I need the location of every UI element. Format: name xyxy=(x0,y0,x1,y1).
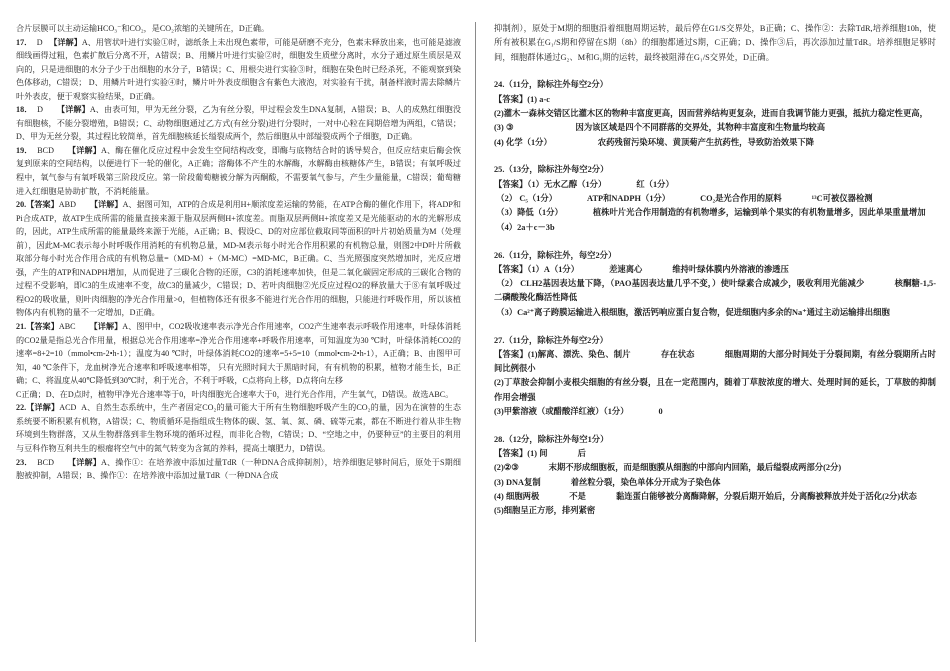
question-number: 18． xyxy=(16,105,33,115)
answer-line-28-4 xyxy=(494,490,936,504)
answer-line-28-2 xyxy=(494,461,936,475)
answer-block-23 xyxy=(16,456,461,483)
question-number: 20. xyxy=(16,200,27,210)
answer-value: D xyxy=(37,105,43,115)
explanation-label: 【详解】 xyxy=(89,200,123,210)
answer-value: ABC xyxy=(58,322,76,332)
answer-value: (4) 细胞两极 xyxy=(494,492,540,502)
answer-value: （1）无水乙醇（1分） xyxy=(527,179,607,189)
answer-line-27-2 xyxy=(494,376,936,405)
answer-value: ABD xyxy=(58,200,76,210)
answer-value: （2） CLH2基因表达量下降，（PAO基因表达量几乎不变，）使叶绿素合成减少，吸收利用光能减少 xyxy=(496,279,865,289)
answer-line-24-4 xyxy=(494,136,936,150)
two-column-layout xyxy=(0,22,950,662)
text-run: 合片层膜可以主动运输HCO₃⁻和CO₂，是CO₂浓缩的关键所在，D正确。 xyxy=(16,24,270,33)
answer-detail: 因为该区域是四个不同群落的交界处，其物种丰富度和生物量均较高 xyxy=(575,123,826,133)
question-number: 19． xyxy=(16,145,33,155)
answer-detail: 差速离心 xyxy=(609,264,643,274)
answer-value: (2)丁草胺会抑制小麦根尖细胞的有丝分裂，且在一定范围内，随着丁草胺浓度的增大、处理时间的延长，丁草胺的抑制作用会增强 xyxy=(494,378,936,402)
question-heading-27: 27.（11分，除标注外每空2分） xyxy=(494,335,608,345)
answer-line-24-3 xyxy=(494,121,936,135)
answer-detail: 着丝粒分裂，染色单体分开成为子染色体 xyxy=(570,477,721,487)
answer-detail: 后 xyxy=(577,449,586,459)
paragraph-continuation-16 xyxy=(16,22,461,36)
answer-line-24-1 xyxy=(494,93,936,107)
question-number: 17． xyxy=(16,37,33,47)
answer-line-28-1 xyxy=(494,447,936,461)
explanation-text: A、自然生态系统中，生产者固定CO₂的量可能大于所有生物细胞呼吸产生的CO₂的量，因为在演替的生态系统要不断积累有机物，A错误；C、物质循环是指组成生物体的碳、氢、氧、氮、磷、硫等元素，都在不断进行着从非生物环境到生物群落，又从生物群落到非生物环境的循环过程，而非化合物，C错误；D、“空地之中，仍要种豆”的主要目的利用与豆科作物互利共生的根瘤将空气中的氮气转变为含氮的养料，提高土壤肥力，D错误。 xyxy=(16,403,461,453)
answer-label: 【答案】 xyxy=(494,349,528,359)
answer-detail-3: ¹³C可被仪器检测 xyxy=(811,194,873,204)
question-heading-24: 24.（11分，除标注外每空2分） xyxy=(494,80,608,90)
answer-value: （1）A（1分） xyxy=(527,264,580,274)
answer-value: (1) a-c xyxy=(527,94,550,104)
block-spacer xyxy=(494,65,936,79)
answer-value: (2)灌木一森林交错区比灌木区的物种丰富度更高，因而营养结构更复杂，进而自我调节能力更强，抵抗力稳定性更高， xyxy=(494,109,928,119)
answer-detail-2: 维持叶绿体膜内外溶液的渗透压 xyxy=(672,264,789,274)
explanation-text: A、由表可知，甲为无丝分裂，乙为有丝分裂，甲过程会发生DNA复制，A错误；B、人的成熟红细胞没有细胞核，不能分裂增殖，B错误；C、动物细胞通过乙方式(有丝分裂)进行分裂时，一对中心粒在间期倍增为两组，C错误；D、甲为无丝分裂，其过程比较简单，首先细胞核延长缢裂成两个，然后细胞从中部缢裂成两个子细胞，D正确。 xyxy=(16,105,461,142)
question-number: 23． xyxy=(16,457,33,467)
answer-line-25-3 xyxy=(494,206,936,220)
explanation-label: 【详解】 xyxy=(56,105,90,115)
question-heading-28: 28.（12分，除标注外每空1分） xyxy=(494,434,609,444)
answer-detail-2: CO₂是光合作用的原料 xyxy=(700,194,782,204)
answer-label: 【答案】 xyxy=(494,264,528,274)
answer-value: （2） C₅（1分） xyxy=(496,194,558,204)
answer-value: (3) ③ xyxy=(494,123,514,133)
answer-value: （4）2a＋c－3b xyxy=(496,222,555,232)
answer-line-26-1 xyxy=(494,263,936,277)
answer-block-19 xyxy=(16,144,461,198)
answer-block-21-continuation xyxy=(16,388,461,402)
answer-detail: 存在状态 xyxy=(660,349,695,359)
answer-value: (5)细胞呈正方形，排列紧密 xyxy=(494,506,596,516)
explanation-label: 【详解】 xyxy=(49,37,82,47)
answer-value: (3)甲紫溶液（或醋酸洋红液）（1分） xyxy=(494,407,629,417)
explanation-text: A、用管状叶进行实验①时，滤纸条上未出现色素带，可能是研磨不充分，色素未释放出来，也可能是滤液细线画得过粗，色素扩散后分离不开，A错误；B、用鳞片叶进行实验②时，细胞发生质壁分离时，水分子通过原生质层是双向的，只是进细胞的水分子少于出细胞的水分子，B错误；C、用根尖进行实验③时，细胞在染色时已经杀死，不能观察到染色体移动，C错误； D、用鳞片叶进行实验④时，鳞片叶外表皮细胞含有紫色大液泡，对实验有干扰，制备样液时需去除鳞片叶外表皮，便于观察实验结果，D正确。 xyxy=(16,37,461,101)
answer-block-20 xyxy=(16,198,461,320)
question-heading-26: 26.（11分，除标注外，每空2分） xyxy=(494,250,617,260)
explanation-text: A、据图可知，ATP的合成是利用H+顺浓度差运输的势能，在ATP合酶的催化作用下，将ADP和Pi合成ATP，故ATP生成所需的能量直接来源于脂双层两侧H+浓度差。而脂双层两侧H+浓度差又是光能驱动的水的光解形成的，因此，ATP生成所需的能量最终来源于光能，A正确；B、假设C、D的对应部位截取同等面积的叶片初始质量为M（处理前），因此M-MC表示每小时呼吸作用消耗的有机物总量，MD-M表示每小时光合作用积累的有机物总量，则图2中D叶片所截取部分每小时光合作用合成的有机物总量=（MD-M）+（M-MC）=MD-MC，B正确。C、当光照强度突然增加时，光反应增强，产生的ATP和NADPH增加，从而促进了三碳化合物的还原，C3的消耗速率加快，但是二氧化碳固定形成的三碳化合物的过程不受影响，即C3的生成速率不变，故C3的量减少，C错误；D、若叶肉细胞②光反应过程O2的释放量大于⑧有氧呼吸过程O2的吸收量，则叶肉细胞的净光合作用量>0，但植物体还有很多不能进行光合作用的细胞，只能进行呼吸作用，所以该植物体内有机物的量不一定增加，D正确。 xyxy=(16,200,461,318)
answer-line-25-1 xyxy=(494,178,936,192)
answer-line-26-3 xyxy=(494,306,936,320)
answer-value: BCD xyxy=(37,457,54,467)
answer-detail: 0 xyxy=(658,407,663,417)
text-run: C正确；D、在D点时，植物甲净光合速率等于0，叶肉细胞光合速率大于0，进行光合作用，产生氧气，D错误。故选ABC。 xyxy=(16,389,454,399)
answer-line-24-2 xyxy=(494,107,936,121)
answer-line-27-1 xyxy=(494,348,936,377)
answer-detail: ATP和NADPH（1分） xyxy=(587,194,671,204)
answer-label: 【答案】 xyxy=(494,179,528,189)
answer-block-22 xyxy=(16,401,461,455)
answer-label: 【答案】 xyxy=(494,449,528,459)
answer-detail-2: 黏连蛋白能够被分离酶降解，分裂后期开始后，分离酶被释放并处于活化(2分)状态 xyxy=(615,492,917,502)
text-run: 抑制剂），原处于M期的细胞沿着细胞周期运转，最后停在G1/S交界处，B正确；C、操作②：去除TdR,培养细胞10h，使所有被积累在G₁/S期和停留在S期（8h）的细胞都通过S期，C正确；D、操作③后，再次添加过量TdR。培养细胞足够时间，细胞群体通过G₂、M和G₁期的运转，最终被阻滞在G₁/S交界处，D正确。 xyxy=(494,24,936,62)
answer-detail: 末期不形成细胞板，而是细胞膜从细胞的中部向内回陷，最后缢裂成两部分(2分) xyxy=(548,463,842,473)
answer-line-26-2 xyxy=(494,277,936,306)
answer-value: (1) 间 xyxy=(527,449,548,459)
answer-value: (4) 化学（1分） xyxy=(494,137,552,147)
answer-value: D xyxy=(36,37,43,47)
explanation-text: A、操作①：在培养液中添加过量TdR（一种DNA合成抑制剂），培养细胞足够时间后，原处于S期细胞被抑制，A错误；B、操作①：在培养液中添加过量TdR（一种DNA合成 xyxy=(16,457,461,481)
answer-block-17 xyxy=(16,36,461,104)
answer-block-18 xyxy=(16,103,461,144)
block-spacer xyxy=(494,235,936,249)
answer-value: (2)②③ xyxy=(494,463,519,473)
question-heading-25: 25.（13分，除标注外每空2分） xyxy=(494,165,609,175)
answer-value: (1)解离、漂洗、染色、制片 xyxy=(527,349,631,359)
explanation-label: 【详解】 xyxy=(89,322,123,332)
explanation-text: A、酶在催化反应过程中会发生空间结构改变，即酶与底物结合时的诱导契合，但反应结束后酶会恢复到原来的空间结构，以便进行下一轮的催化，A正确；溶酶体不产生的水解酶，水解酶由核糖体产生，B错误；有氧呼吸过程中，氧气参与有氧呼吸第三阶段反应。第一阶段葡萄糖被分解为丙酮酸，不需要氧气参与，产生少量能量，C错误；葡萄糖进入红细胞是协助扩散，不消耗能量。 xyxy=(16,145,461,196)
block-spacer xyxy=(494,150,936,164)
answer-detail: 核酮糖-1,5-二磷酸羧化酶活性降低 xyxy=(494,279,937,303)
answer-value: ACD xyxy=(59,403,77,413)
answer-detail: 红（1分） xyxy=(636,179,674,189)
right-column xyxy=(475,22,950,642)
answer-value: （3）Ca²⁺离子跨膜运输进入根细胞，激活钙响应蛋白复合物，促进细胞内多余的Na⁺通过主动运输排出细胞 xyxy=(496,307,890,317)
explanation-label: 【详解】 xyxy=(67,145,101,155)
answer-line-25-4 xyxy=(494,221,936,235)
block-spacer xyxy=(494,320,936,334)
answer-line-25-2 xyxy=(494,192,936,206)
explanation-text: A、图甲中，CO2吸收速率表示净光合作用速率，CO2产生速率表示呼吸作用速率，叶绿体消耗的CO2量是指总光合作用量，根据总光合作用速率=净光合作用速率+呼吸作用速率，可知温度为30 ℃时，叶绿体消耗CO2的速率=8+2=10（mmol•cm-2•h-1）；温度为40 ℃时，叶绿体消耗CO2的速率=5+5=10（mmol•cm-2•h-1），A正确；B、由图甲可知，40 ℃条件下，龙血树净光合速率和呼吸速率相等， 只有光照时间大于黑暗时间，有有机物的积累，植物才能生长，B正确；C、将温度从40℃降低到30℃时，利于光合，不利于呼吸，C点将向上移，D点将向左移 xyxy=(16,322,461,386)
explanation-label: 【详解】 xyxy=(67,457,102,467)
answer-line-28-3 xyxy=(494,476,936,490)
answer-detail-2: 细胞周期的大部分时间处于分裂间期，有丝分裂期所占时间比例很小 xyxy=(494,349,936,374)
paragraph-continuation-23 xyxy=(494,22,936,65)
block-spacer xyxy=(494,419,936,433)
question-number: 21. xyxy=(16,322,27,332)
answer-block-21 xyxy=(16,320,461,388)
explanation-label: 【详解】 xyxy=(26,403,60,413)
left-column xyxy=(0,22,475,483)
answer-detail: 植株叶片光合作用制造的有机物增多，运输到单个果实的有机物量增多，因此单果重量增加 xyxy=(592,208,926,218)
answer-value: BCD xyxy=(37,145,54,155)
answer-label: 【答案】 xyxy=(494,94,528,104)
answer-label: 【答案】 xyxy=(26,322,59,332)
answer-value: (3) DNA复制 xyxy=(494,477,541,487)
question-number: 22. xyxy=(16,403,27,413)
answer-label: 【答案】 xyxy=(26,200,59,210)
answer-line-27-3 xyxy=(494,405,936,419)
answer-line-28-5 xyxy=(494,504,936,518)
answer-detail: 农药残留污染环境、黄顶菊产生抗药性，导致防治效果下降 xyxy=(597,137,815,147)
answer-value: （3）降低（1分） xyxy=(496,208,563,218)
answer-detail: 不是 xyxy=(569,492,586,502)
